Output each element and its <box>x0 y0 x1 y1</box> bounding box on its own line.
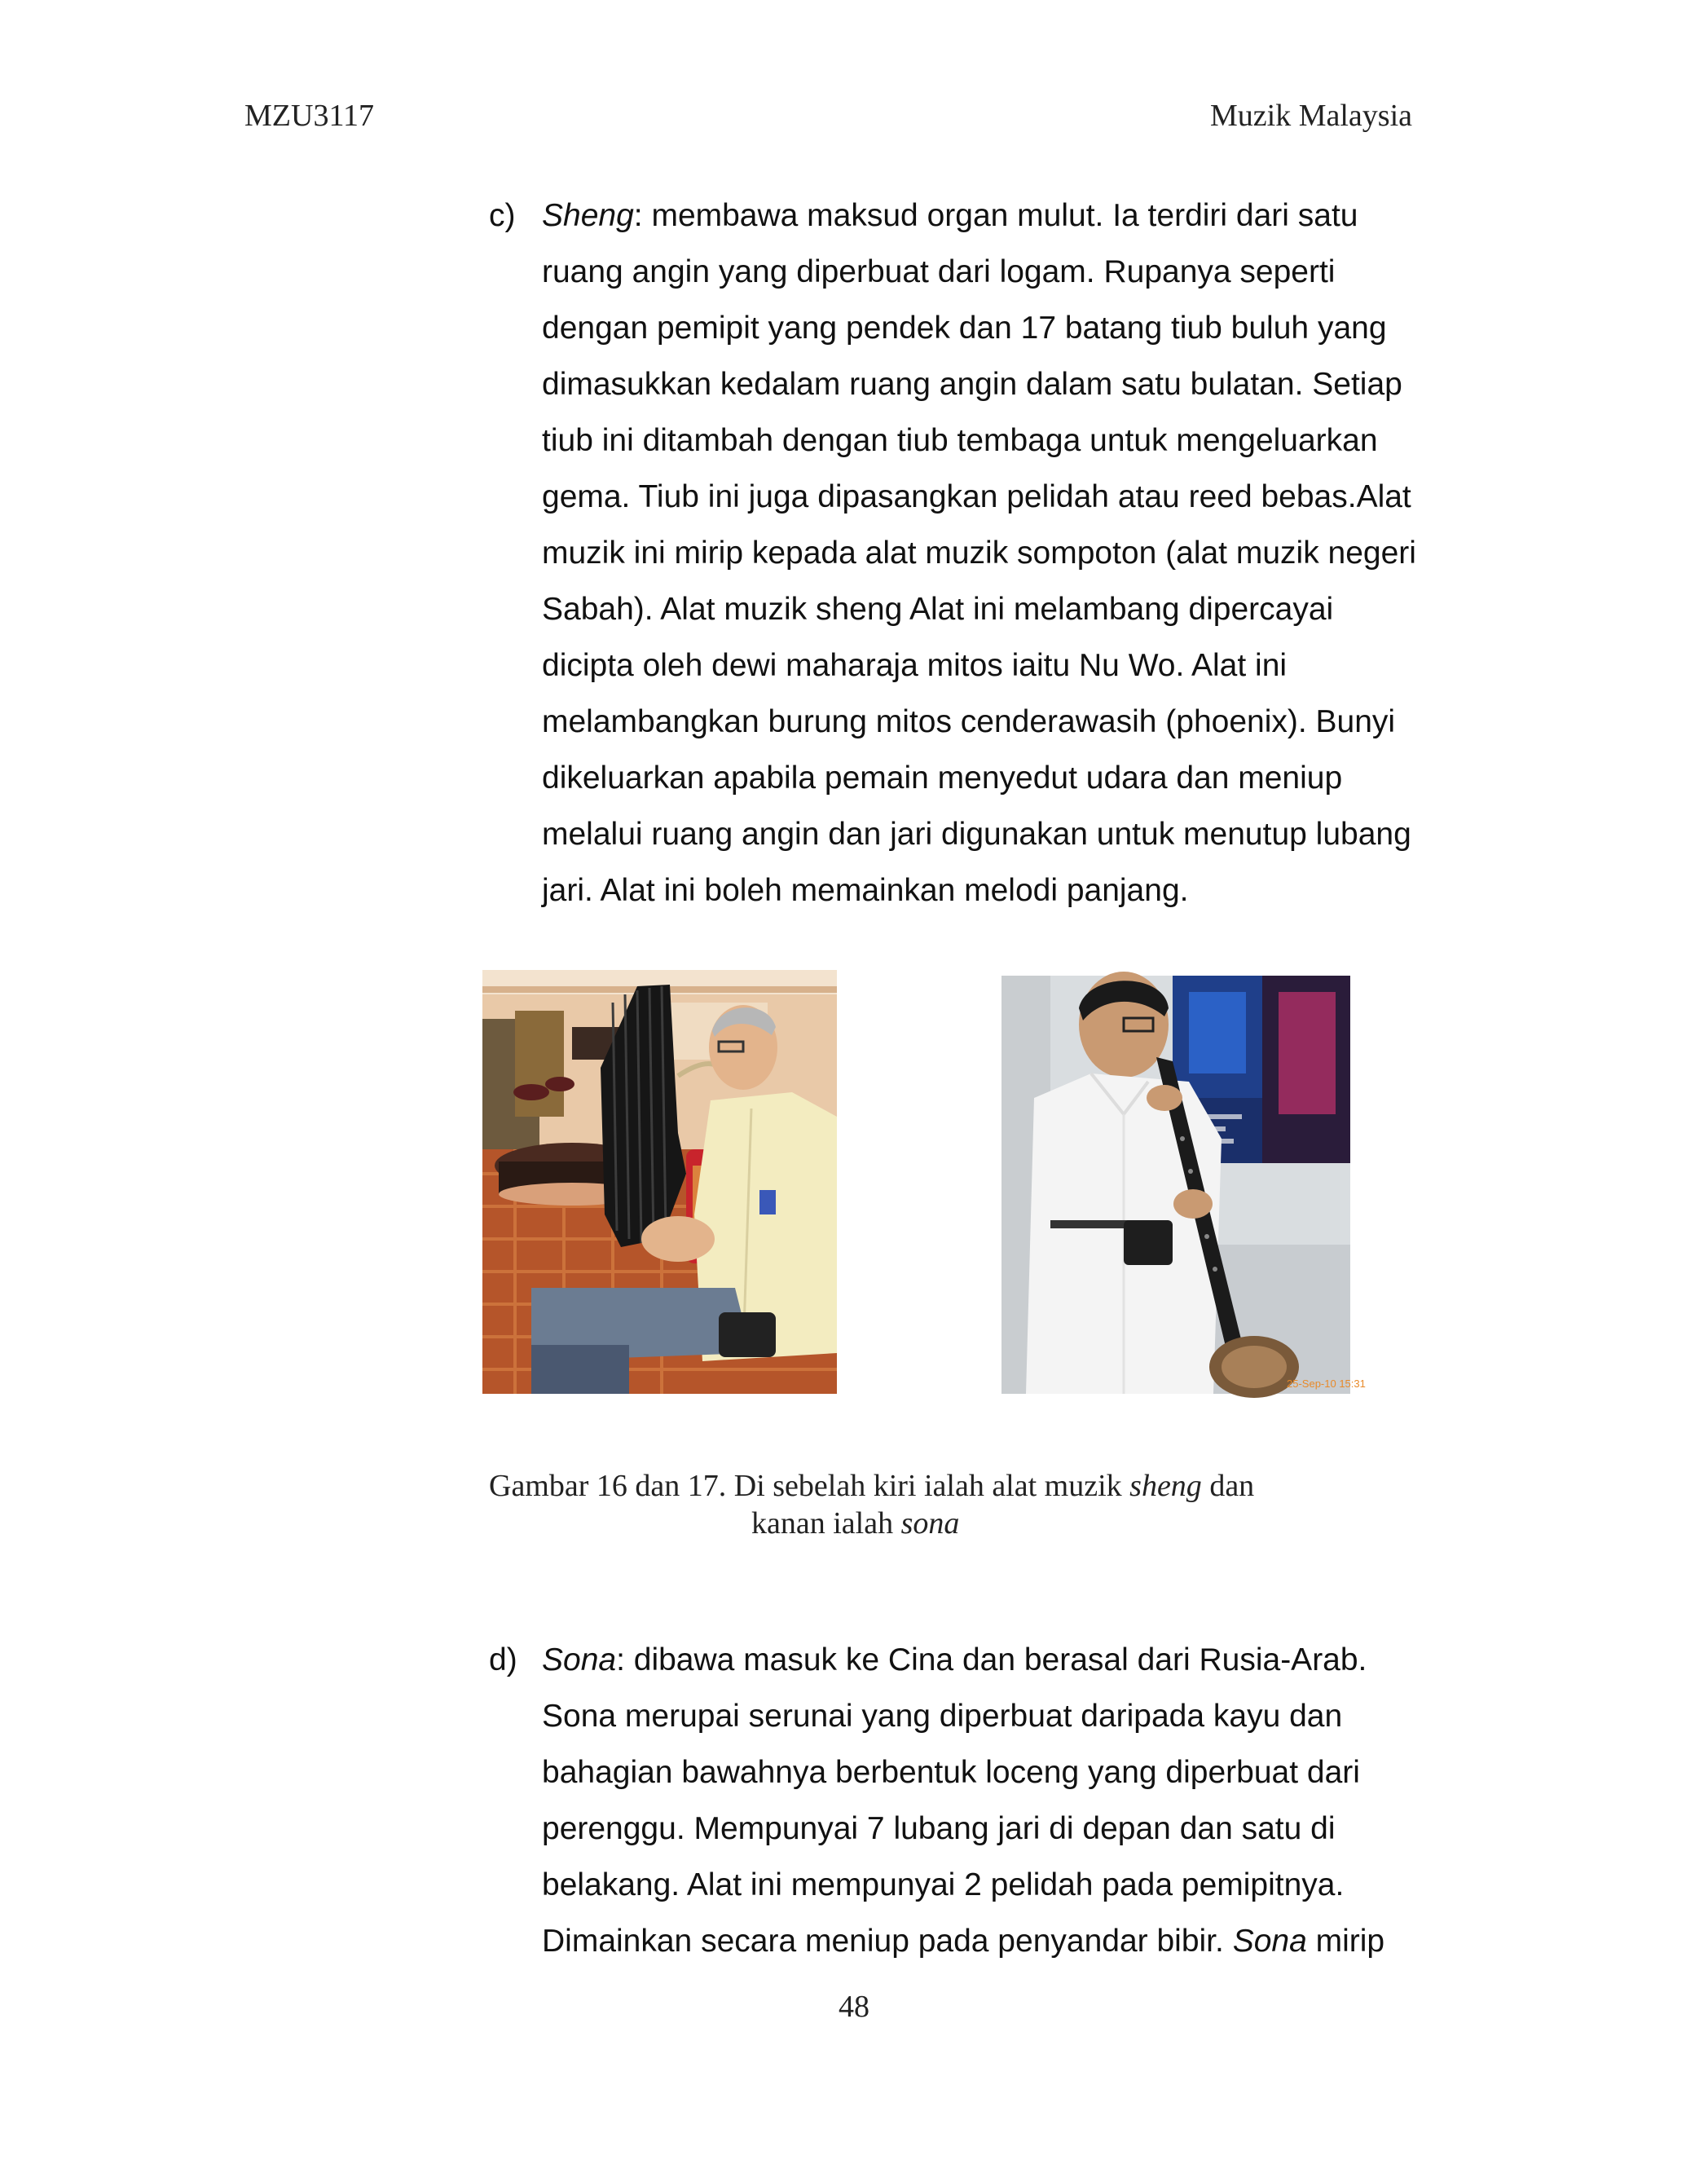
sheng-photo-illustration <box>482 970 837 1394</box>
photo-sheng-player <box>482 970 837 1394</box>
text-line: perenggu. Mempunyai 7 lubang jari di depan dan satu di <box>542 1811 1336 1846</box>
text-line: Sona merupai serunai yang diperbuat daripada kayu dan <box>542 1699 1343 1734</box>
text-line: dikeluarkan apabila pemain menyedut udara dan meniup <box>542 760 1343 796</box>
text-line: melalui ruang angin dan jari digunakan untuk menutup lubang <box>542 817 1411 852</box>
paragraph-sheng <box>542 187 1455 919</box>
term-sona: Sona <box>542 1642 617 1677</box>
text-line: Dimainkan secara meniup pada penyandar bibir. Sona mirip <box>542 1924 1385 1959</box>
figure-caption <box>489 1467 1385 1542</box>
caption-line-1: Gambar 16 dan 17. Di sebelah kiri ialah alat muzik sheng dan <box>489 1469 1255 1503</box>
term-sona-inline: Sona <box>1232 1924 1307 1959</box>
text-line: Sabah). Alat muzik sheng Alat ini melambang dipercayai <box>542 592 1334 627</box>
text-line: gema. Tiub ini juga dipasangkan pelidah atau reed bebas.Alat <box>542 479 1411 514</box>
list-marker: d) <box>489 1642 517 1677</box>
photo-sona-player <box>1001 976 1366 1394</box>
text-line: ruang angin yang diperbuat dari logam. Rupanya seperti <box>542 254 1336 289</box>
paragraph-sona <box>542 1632 1455 1969</box>
text-line: muzik ini mirip kepada alat muzik sompoton (alat muzik negeri <box>542 536 1416 571</box>
sona-photo-illustration <box>1001 976 1366 1394</box>
photo-date-stamp: 25-Sep-10 15:31 <box>1287 1378 1366 1390</box>
text-line: melambangkan burung mitos cenderawasih (phoenix). Bunyi <box>542 704 1396 739</box>
header-course-code: MZU3117 <box>244 99 375 133</box>
text-line: belakang. Alat ini mempunyai 2 pelidah pada pemipitnya. <box>542 1867 1345 1902</box>
caption-line-2: kanan ialah sona <box>751 1506 960 1541</box>
list-item-sheng <box>489 187 1450 921</box>
text-line: jari. Alat ini boleh memainkan melodi panjang. <box>542 873 1189 908</box>
text-line: Sona: dibawa masuk ke Cina dan berasal dari Rusia-Arab. <box>542 1642 1367 1677</box>
list-item-sona <box>489 1632 1450 1974</box>
page-number: 48 <box>839 1990 869 2024</box>
term-sheng: Sheng <box>542 198 634 233</box>
text-line: dengan pemipit yang pendek dan 17 batang tiub buluh yang <box>542 311 1387 346</box>
text-line: dimasukkan kedalam ruang angin dalam satu bulatan. Setiap <box>542 367 1402 402</box>
text-line: dicipta oleh dewi maharaja mitos iaitu Nu Wo. Alat ini <box>542 648 1288 683</box>
list-marker: c) <box>489 198 516 233</box>
text-line: tiub ini ditambah dengan tiub tembaga untuk mengeluarkan <box>542 423 1378 458</box>
text-line: Sheng: membawa maksud organ mulut. Ia terdiri dari satu <box>542 198 1358 233</box>
header-course-title: Muzik Malaysia <box>1209 99 1412 133</box>
text-line: bahagian bawahnya berbentuk loceng yang diperbuat dari <box>542 1755 1360 1790</box>
